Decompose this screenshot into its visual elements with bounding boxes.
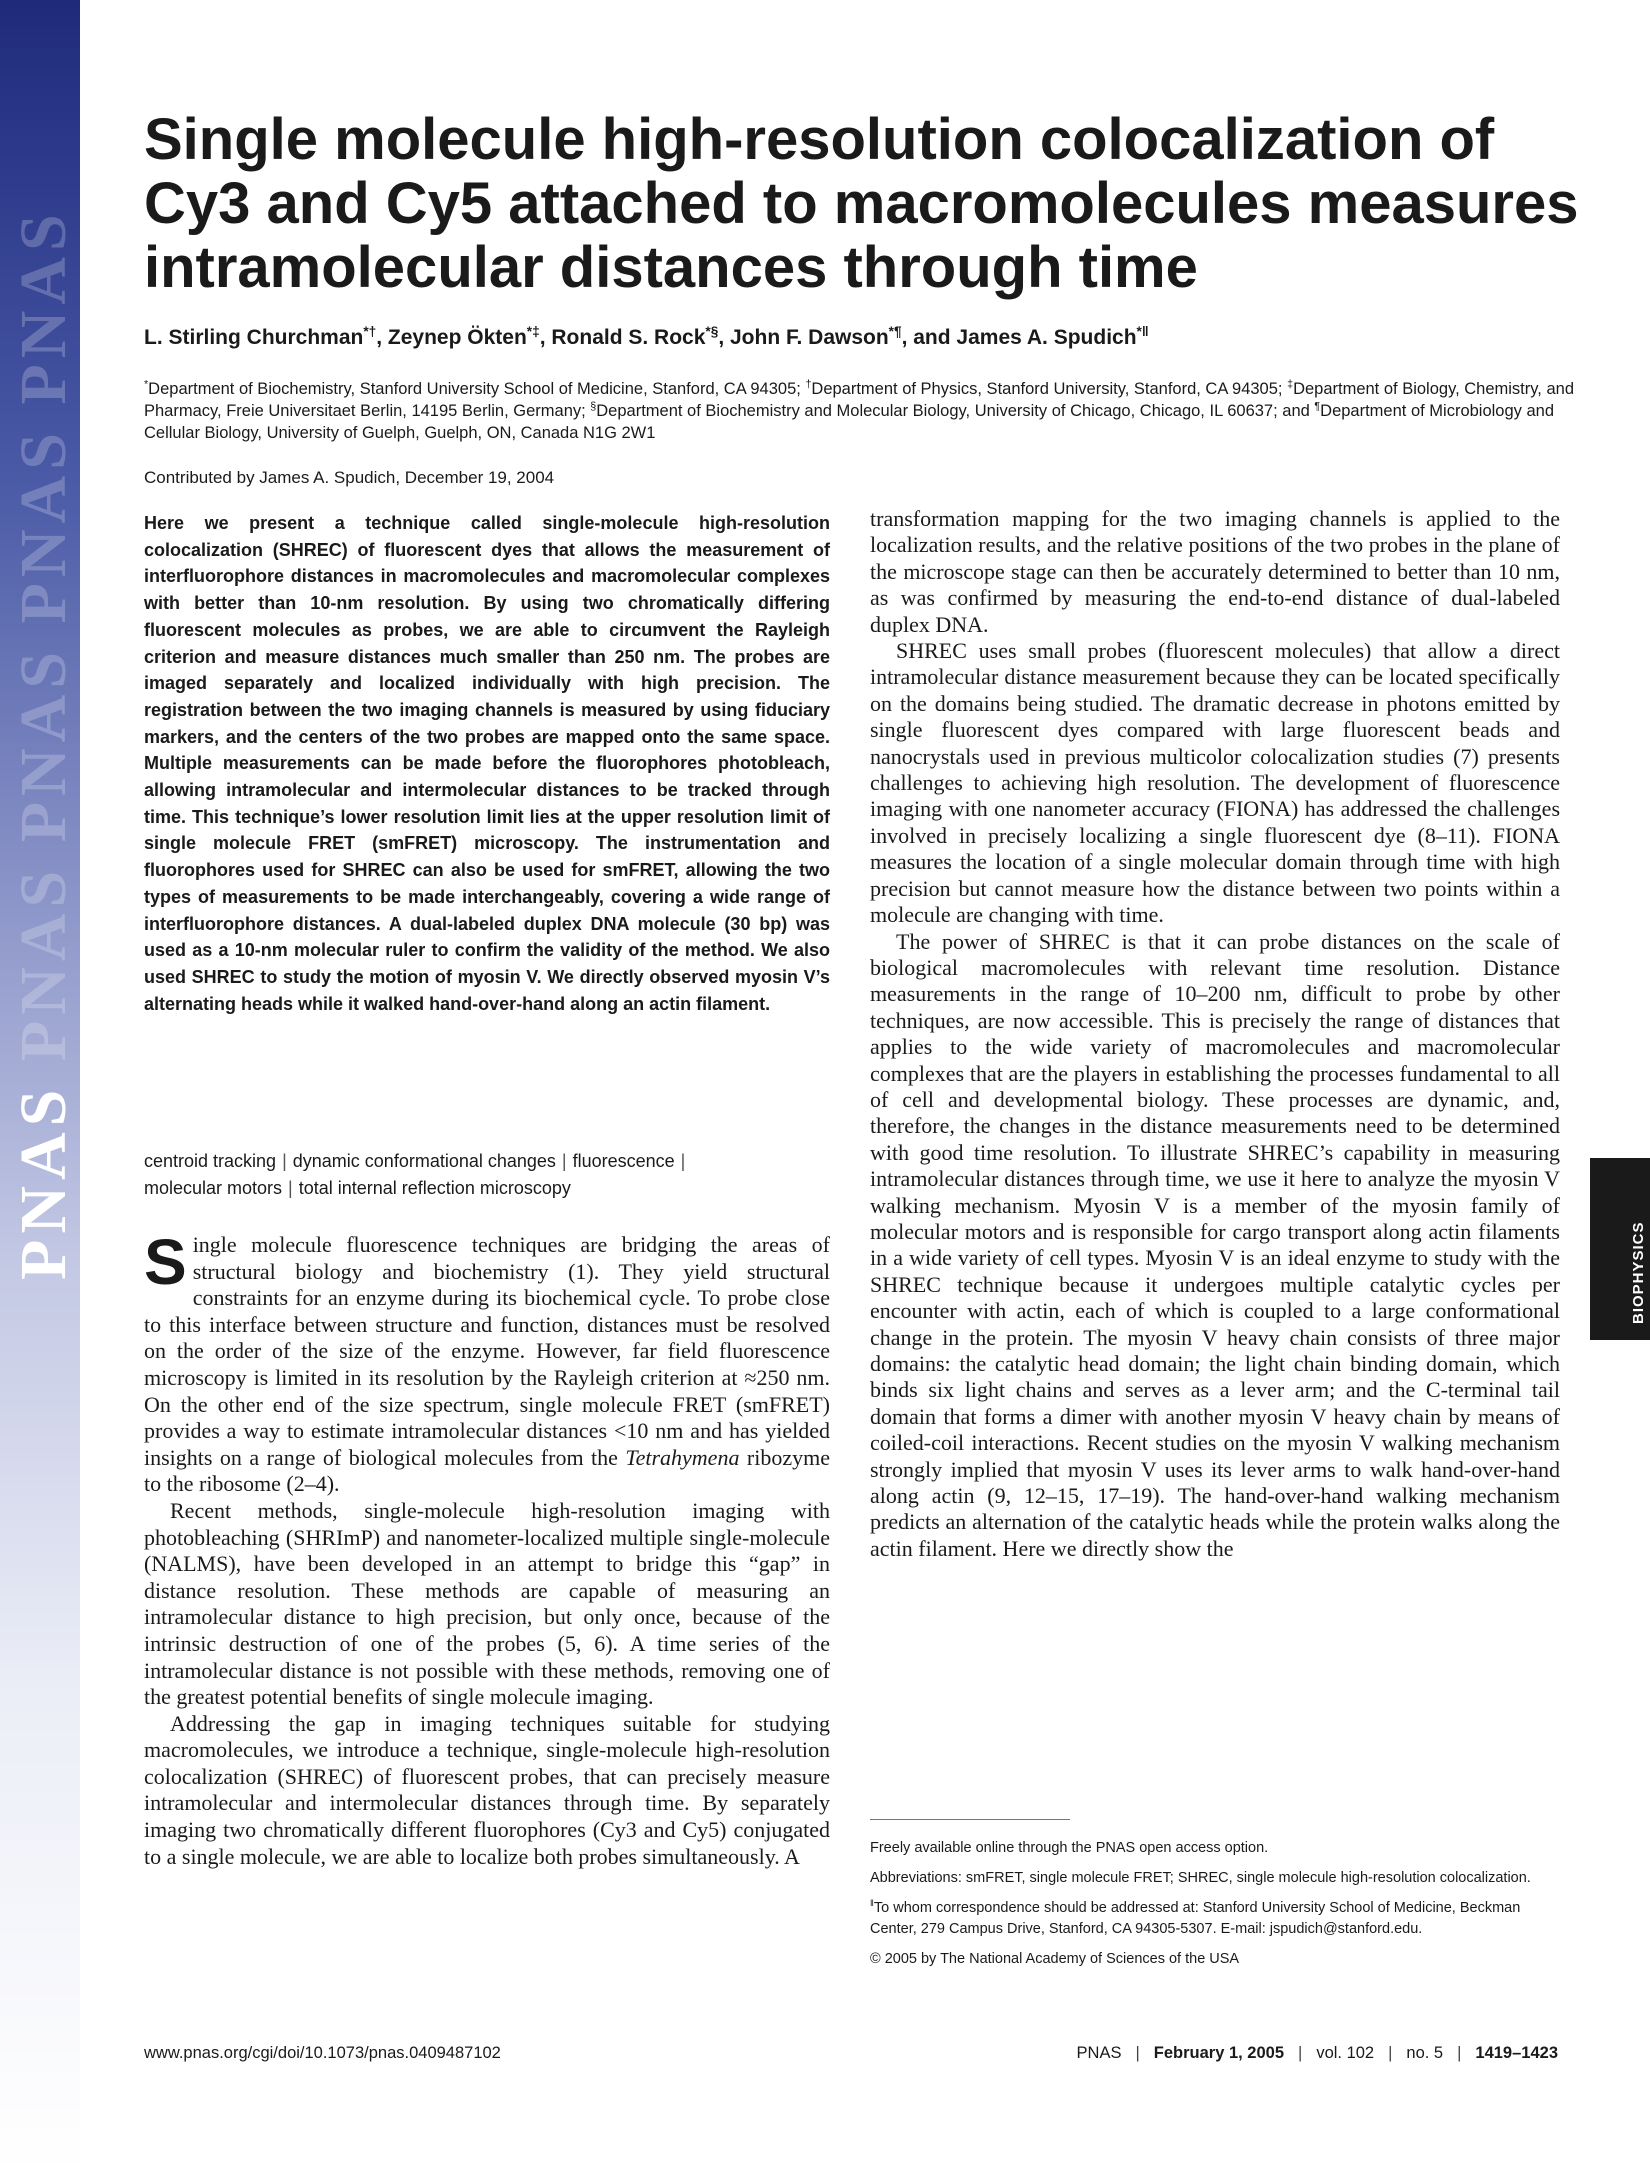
body-paragraph: Recent methods, single-molecule high-resolution imaging with photobleaching (SHRImP) and nanometer-localized multiple single-molecule (NALMS), have been developed in an attempt to bridge this “gap” in distance resolution. These methods are capable of measuring an intramolecular distance to high precision, but only once, because of the intrinsic destruction of one of the probes (5, 6). A time series of the intramolecular distance is not possible with these methods, removing one of the greatest potential benefits of single molecule imaging.	[144, 1497, 830, 1710]
keyword[interactable]: total internal reflection microscopy	[298, 1178, 571, 1198]
body-paragraph: Addressing the gap in imaging techniques suitable for studying macromolecules, we introduce a technique, single-molecule high-resolution colocalization (SHREC) of fluorescent probes, that can precisely measure intramolecular and intermolecular distances through time. By separately imaging two chromatically different fluorophores (Cy3 and Cy5) conjugated to a single molecule, we are able to localize both probes simultaneously. A	[144, 1710, 830, 1869]
body-column-left	[144, 1226, 830, 1870]
contributed-line: Contributed by James A. Spudich, December 19, 2004	[144, 468, 555, 487]
keyword[interactable]: molecular motors	[144, 1178, 283, 1198]
article-title: Single molecule high-resolution colocalization of Cy3 and Cy5 attached to macromolecules measures intramolecular distances through time	[144, 107, 1579, 300]
footnotes	[870, 1838, 1560, 1979]
keyword[interactable]: centroid tracking	[144, 1151, 277, 1171]
footnote-abbreviations: Abbreviations: smFRET, single molecule FRET; SHREC, single molecule high-resolution colocalization.	[870, 1870, 1531, 1886]
author-list: L. Stirling Churchman*†, Zeynep Ökten*‡, Ronald S. Rock*§, John F. Dawson*¶, and James A. Spudich*‖	[144, 324, 1149, 349]
footer-doi-link[interactable]: www.pnas.org/cgi/doi/10.1073/pnas.0409487102	[144, 2044, 501, 2062]
author[interactable]: Ronald S. Rock*§	[551, 324, 719, 349]
footnote-copyright: © 2005 by The National Academy of Sciences of the USA	[870, 1951, 1240, 1967]
author[interactable]: L. Stirling Churchman*†	[144, 324, 377, 349]
section-tab: BIOPHYSICS	[1590, 1158, 1650, 1340]
affiliations: *Department of Biochemistry, Stanford University School of Medicine, Stanford, CA 94305; †Department of Physics, Stanford University, Stanford, CA 94305; ‡Department of Biology, Chemistry, and Pharmacy, Freie Universitaet Berlin, 14195 Berlin, Germany; §Department of Biochemistry and Molecular Biology, University of Chicago, Chicago, IL 60637; and ¶Department of Microbiology and Cellular Biology, University of Guelph, Guelph, ON, Canada N1G 2W1	[144, 378, 1574, 442]
journal-logo: PNAS PNAS PNAS PNAS PNAS	[7, 208, 80, 1280]
body-paragraph: SHREC uses small probes (fluorescent molecules) that allow a direct intramolecular distance measurement because they can be located specifically on the domains being studied. The dramatic decrease in photons emitted by single fluorescent dyes compared with large fluorescent beads and nanocrystals used in previous multicolor colocalization studies (7) presents challenges to achieving high resolution. The development of fluorescence imaging with one nanometer accuracy (FIONA) has addressed the challenges involved in precisely localizing a single fluorescent dye (8–11). FIONA measures the location of a single molecular domain through time with high precision but cannot measure how the distance between two points within a molecule are changing with time.	[870, 638, 1560, 928]
abstract: Here we present a technique called single-molecule high-resolution colocalization (SHREC) of fluorescent dyes that allows the measurement of interfluorophore distances in macromolecules and macromolecular complexes with better than 10-nm resolution. By using two chromatically differing fluorescent molecules as probes, we are able to circumvent the Rayleigh criterion and measure distances much smaller than 250 nm. The probes are imaged separately and localized individually with high precision. The registration between the two imaging channels is measured by using fiduciary markers, and the centers of the two probes are mapped onto the same space. Multiple measurements can be made before the fluorophores photobleach, allowing intramolecular and intermolecular distances to be tracked through time. This technique’s lower resolution limit lies at the upper resolution limit of single molecule FRET (smFRET) microscopy. The instrumentation and fluorophores used for SHREC can also be used for smFRET, allowing the two types of measurements to be made interchangeably, covering a wide range of interfluorophore distances. A dual-labeled duplex DNA molecule (30 bp) was used as a 10-nm molecular ruler to confirm the validity of the method. We also used SHREC to study the motion of myosin V. We directly observed myosin V’s alternating heads while it walked hand-over-hand along an actin filament.	[144, 513, 830, 1014]
footnote-divider	[870, 1819, 1070, 1820]
body-paragraph: The power of SHREC is that it can probe distances on the scale of biological macromolecules with relevant time resolution. Distance measurements in the range of 10–200 nm, difficult to probe by other techniques, are now accessible. This is precisely the range of distances that applies to the wide variety of macromolecules and macromolecular complexes that are the players in establishing the processes fundamental to all of cell and developmental biology. These processes are dynamic, and, therefore, the changes in the distance measurements need to be determined with good time resolution. To illustrate SHREC’s capability in measuring intramolecular distances through time, we use it here to analyze the myosin V walking mechanism. Myosin V is a member of the myosin family of molecular motors and is responsible for cargo transport along actin filaments in a wide variety of cell types. Myosin V is an ideal enzyme to study with the SHREC technique because it undergoes multiple catalytic cycles per encounter with actin, each of which is coupled to a large conformational change in the protein. The myosin V heavy chain consists of three major domains: the catalytic head domain; the light chain binding domain, which binds six light chains and serves as a lever arm; and the C-terminal tail domain that forms a dimer with another myosin V heavy chain by means of coiled-coil interactions. Recent studies on the myosin V walking mechanism strongly implied that myosin V uses its lever arms to walk hand-over-hand along actin (9, 12–15, 17–19). The hand-over-hand walking mechanism predicts an alternation of the catalytic heads while the protein walks along the actin filament. Here we directly show the	[870, 928, 1560, 1561]
footer-citation: PNAS | February 1, 2005 | vol. 102 | no. 5 | 1419–1423	[1076, 2044, 1558, 2062]
journal-sidebar-strip	[0, 0, 80, 2175]
body-paragraph: Single molecule fluorescence techniques are bridging the areas of structural biology and biochemistry (1). They yield structural constraints for an enzyme during its biochemical cycle. To probe close to this interface between structure and function, distances must be resolved on the order of the size of the enzyme. However, far field fluorescence microscopy is limited in its resolution by the Rayleigh criterion at ≈250 nm. On the other end of the size spectrum, single molecule FRET (smFRET) provides a way to estimate intramolecular distances <10 nm and has yielded insights on a range of biological molecules from the Tetrahymena ribozyme to the ribosome (2–4).	[144, 1226, 830, 1497]
drop-cap: S	[144, 1226, 187, 1298]
footnote-correspondence: ‖To whom correspondence should be addressed at: Stanford University School of Medicine, Beckman Center, 279 Campus Drive, Stanford, CA 94305-5307. E-mail: jspudich@stanford.edu.	[870, 1897, 1521, 1937]
keyword[interactable]: dynamic conformational changes	[292, 1151, 556, 1171]
author[interactable]: Zeynep Ökten*‡	[387, 324, 540, 349]
keywords: centroid tracking | dynamic conformational changes | fluorescence | molecular motors | total internal reflection microscopy	[144, 1151, 686, 1198]
body-column-right	[870, 506, 1560, 1562]
body-paragraph: transformation mapping for the two imaging channels is applied to the localization results, and the relative positions of the two probes in the plane of the microscope stage can then be accurately determined to better than 10 nm, as was confirmed by measuring the end-to-end distance of dual-labeled duplex DNA.	[870, 506, 1560, 637]
author[interactable]: John F. Dawson*¶	[729, 324, 902, 349]
author[interactable]: James A. Spudich*‖	[956, 324, 1149, 349]
footnote-open-access: Freely available online through the PNAS open access option.	[870, 1840, 1269, 1856]
keyword[interactable]: fluorescence	[572, 1151, 675, 1171]
